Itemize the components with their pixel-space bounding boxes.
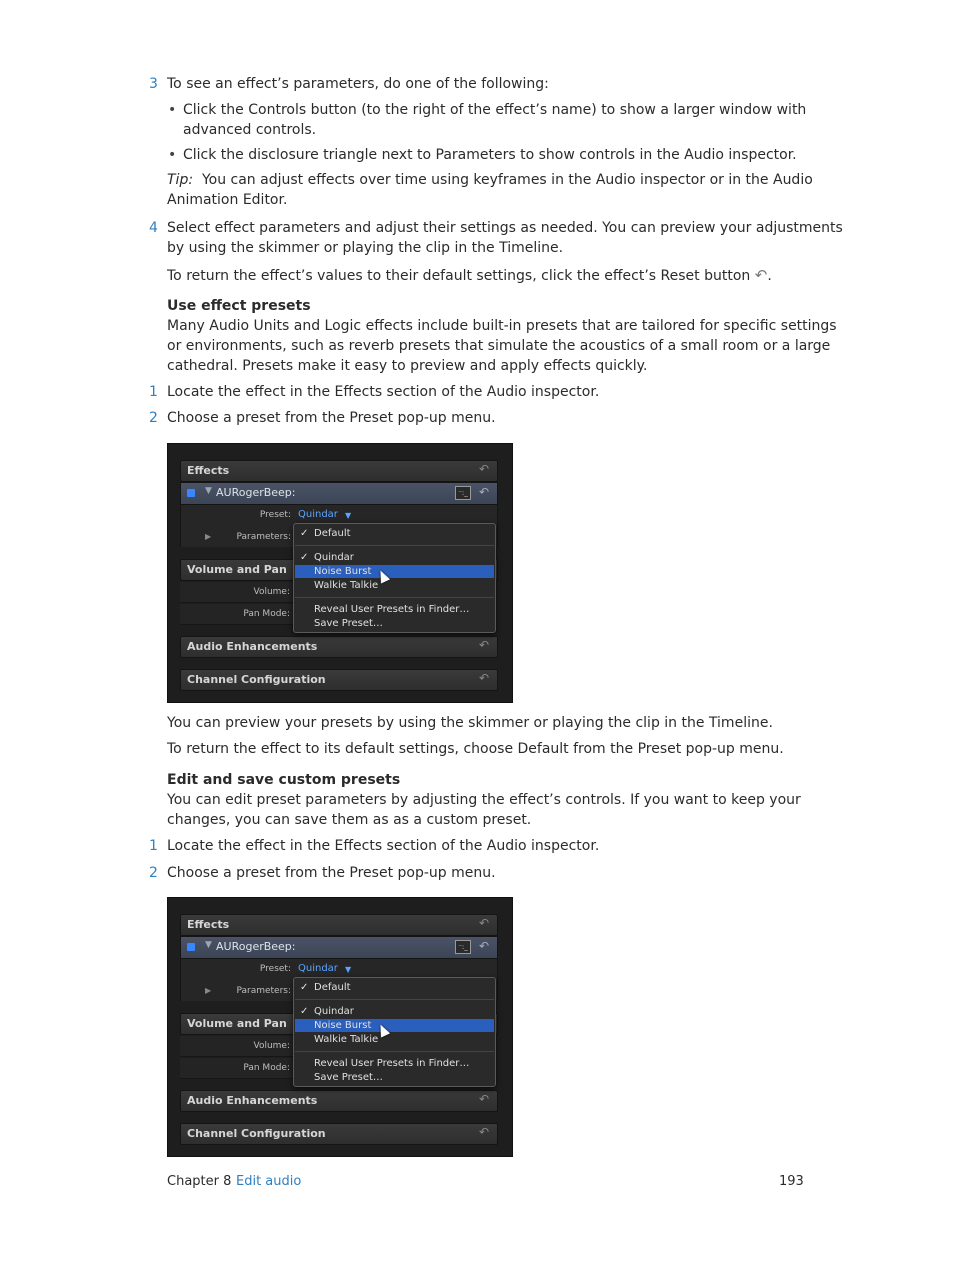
- paragraph: changes, you can save them as as a custom preset.: [167, 812, 532, 828]
- menu-separator: [295, 597, 494, 598]
- audio-enhancements-header[interactable]: [180, 636, 498, 658]
- effect-row[interactable]: [180, 482, 498, 505]
- step-number: 1: [149, 384, 158, 400]
- menu-item-default[interactable]: Default: [314, 982, 351, 993]
- menu-item-save-preset[interactable]: Save Preset…: [314, 618, 383, 629]
- reset-icon[interactable]: ↶: [478, 916, 489, 930]
- reset-icon[interactable]: ↶: [478, 1125, 489, 1139]
- menu-item-reveal-presets[interactable]: Reveal User Presets in Finder…: [314, 1058, 470, 1069]
- channel-config-header[interactable]: [180, 1123, 498, 1145]
- preset-label: Preset:: [259, 510, 291, 520]
- preset-popup-menu: [293, 977, 496, 1087]
- step-number: 1: [149, 838, 158, 854]
- audio-inspector-screenshot: [167, 443, 513, 703]
- channel-config-label: Channel Configuration: [187, 673, 326, 686]
- paragraph: or environments, such as reverb presets that simulate the acoustics of a small room or a large: [167, 338, 831, 354]
- tip-label: Tip:: [167, 172, 194, 188]
- menu-separator: [295, 999, 494, 1000]
- enable-checkbox-icon[interactable]: [187, 943, 195, 951]
- volume-label: Volume:: [253, 1041, 290, 1051]
- step-text: To see an effect’s parameters, do one of the following:: [167, 76, 549, 92]
- step-number: 4: [149, 220, 158, 236]
- page-number: 193: [779, 1174, 804, 1189]
- reset-icon[interactable]: ↶: [478, 671, 489, 685]
- bullet-text: advanced controls.: [183, 122, 317, 138]
- reset-arrow-icon: ↶: [754, 266, 768, 284]
- audio-enhancements-label: Audio Enhancements: [187, 1094, 318, 1107]
- paragraph: You can preview your presets by using the skimmer or playing the clip in the Timeline.: [167, 715, 773, 731]
- bullet-dot: •: [168, 102, 177, 118]
- channel-config-label: Channel Configuration: [187, 1127, 326, 1140]
- effect-row[interactable]: [180, 936, 498, 959]
- disclosure-right-icon[interactable]: ▶: [205, 532, 212, 541]
- step-text: Choose a preset from the Preset pop-up menu.: [167, 865, 496, 881]
- step-text: Choose a preset from the Preset pop-up menu.: [167, 410, 496, 426]
- menu-item-walkie-talkie[interactable]: Walkie Talkie: [314, 1034, 379, 1045]
- preset-popup[interactable]: Quindar: [298, 963, 338, 974]
- disclosure-down-icon[interactable]: ▼: [205, 940, 212, 950]
- volume-pan-label: Volume and Pan: [187, 1017, 287, 1030]
- bullet-text: Click the Controls button (to the right of the effect’s name) to show a larger window with: [183, 102, 807, 118]
- bullet-dot: •: [168, 147, 177, 163]
- reset-icon[interactable]: ↶: [478, 638, 489, 652]
- menu-item-noise-burst[interactable]: Noise Burst: [314, 1020, 372, 1031]
- menu-item-quindar[interactable]: Quindar: [314, 552, 354, 563]
- effect-name: AURogerBeep:: [216, 940, 296, 953]
- reset-icon[interactable]: ↶: [478, 462, 489, 476]
- checkmark-icon: ✓: [300, 552, 309, 563]
- effect-name: AURogerBeep:: [216, 486, 296, 499]
- step-text: Locate the effect in the Effects section of the Audio inspector.: [167, 838, 600, 854]
- parameters-label: Parameters:: [236, 986, 291, 996]
- paragraph: You can edit preset parameters by adjusting the effect’s controls. If you want to keep your: [167, 792, 801, 808]
- step-text: Locate the effect in the Effects section of the Audio inspector.: [167, 384, 600, 400]
- reset-icon[interactable]: ↶: [478, 939, 489, 953]
- channel-config-header[interactable]: [180, 669, 498, 691]
- menu-separator: [295, 545, 494, 546]
- step-text: by using the skimmer or playing the clip in the Timeline.: [167, 240, 564, 256]
- menu-item-save-preset[interactable]: Save Preset…: [314, 1072, 383, 1083]
- disclosure-right-icon[interactable]: ▶: [205, 986, 212, 995]
- checkmark-icon: ✓: [300, 528, 309, 539]
- chevron-down-icon[interactable]: ▼: [345, 965, 352, 974]
- menu-item-walkie-talkie[interactable]: Walkie Talkie: [314, 580, 379, 591]
- audio-inspector-screenshot: [167, 897, 513, 1157]
- preset-label: Preset:: [259, 964, 291, 974]
- reset-end: .: [767, 268, 772, 284]
- section-heading: Edit and save custom presets: [167, 772, 401, 788]
- tip-text: You can adjust effects over time using keyframes in the Audio inspector or in the Audio: [201, 172, 813, 188]
- chevron-down-icon[interactable]: ▼: [345, 511, 352, 520]
- pan-mode-label: Pan Mode:: [243, 1063, 290, 1073]
- step-text: Select effect parameters and adjust their settings as needed. You can preview your adjustments: [167, 220, 843, 236]
- tip-text: Animation Editor.: [167, 192, 288, 208]
- reset-icon[interactable]: ↶: [478, 1092, 489, 1106]
- bullet-text: Click the disclosure triangle next to Parameters to show controls in the Audio inspector.: [183, 147, 797, 163]
- menu-item-default[interactable]: Default: [314, 528, 351, 539]
- reset-icon[interactable]: ↶: [478, 485, 489, 499]
- tip-line: [167, 170, 813, 190]
- volume-pan-label: Volume and Pan: [187, 563, 287, 576]
- paragraph: To return the effect to its default settings, choose Default from the Preset pop-up menu.: [167, 741, 784, 757]
- controls-button-icon[interactable]: ⁻:_: [455, 486, 471, 500]
- menu-separator: [295, 1051, 494, 1052]
- volume-label: Volume:: [253, 587, 290, 597]
- reset-instruction: [167, 265, 772, 286]
- preset-popup[interactable]: Quindar: [298, 509, 338, 520]
- disclosure-down-icon[interactable]: ▼: [205, 486, 212, 496]
- reset-text: To return the effect’s values to their default settings, click the effect’s Reset button: [167, 268, 751, 284]
- step-number: 2: [149, 410, 158, 426]
- parameters-label: Parameters:: [236, 532, 291, 542]
- effects-header[interactable]: [180, 914, 498, 936]
- paragraph: Many Audio Units and Logic effects include built-in presets that are tailored for specific settings: [167, 318, 837, 334]
- footer-chapter-link[interactable]: Edit audio: [236, 1174, 302, 1189]
- enable-checkbox-icon[interactable]: [187, 489, 195, 497]
- section-heading: Use effect presets: [167, 298, 311, 314]
- step-number: 2: [149, 865, 158, 881]
- footer-chapter: Chapter 8: [167, 1174, 232, 1189]
- effects-label: Effects: [187, 464, 230, 477]
- step-number: 3: [149, 76, 158, 92]
- preset-popup-menu: [293, 523, 496, 633]
- controls-button-icon[interactable]: ⁻:_: [455, 940, 471, 954]
- effects-header[interactable]: [180, 460, 498, 482]
- checkmark-icon: ✓: [300, 1006, 309, 1017]
- menu-item-quindar[interactable]: Quindar: [314, 1006, 354, 1017]
- audio-enhancements-header[interactable]: [180, 1090, 498, 1112]
- audio-enhancements-label: Audio Enhancements: [187, 640, 318, 653]
- menu-item-noise-burst[interactable]: Noise Burst: [314, 566, 372, 577]
- pan-mode-label: Pan Mode:: [243, 609, 290, 619]
- menu-item-reveal-presets[interactable]: Reveal User Presets in Finder…: [314, 604, 470, 615]
- paragraph: cathedral. Presets make it easy to preview and apply effects quickly.: [167, 358, 648, 374]
- checkmark-icon: ✓: [300, 982, 309, 993]
- effects-label: Effects: [187, 918, 230, 931]
